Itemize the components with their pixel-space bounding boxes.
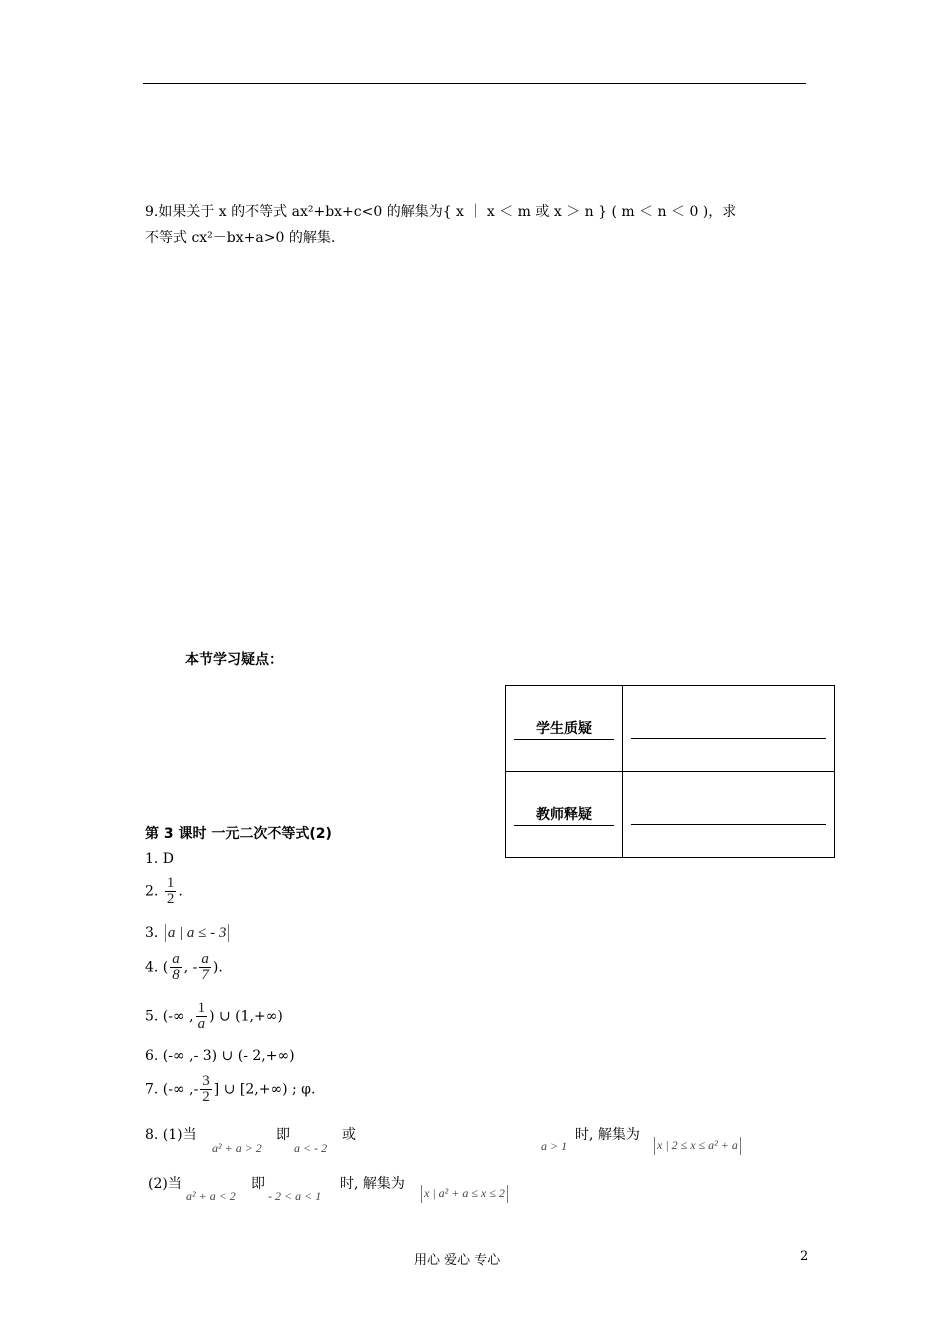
answer-8-set [652, 1137, 743, 1155]
denominator: 7 [201, 967, 209, 983]
student-question-label: 学生质疑 [514, 718, 614, 740]
answer-3-prefix: 3. [145, 925, 159, 941]
qa-row-teacher [506, 772, 835, 858]
answer-2 [145, 876, 183, 907]
answer-8-condition-1: a² + a > 2 [212, 1141, 262, 1155]
numerator: 1 [197, 1000, 206, 1016]
numerator: a [201, 951, 209, 967]
answer-5 [145, 1001, 283, 1032]
denominator: a [197, 1016, 206, 1032]
footer-text: 用心 爱心 专心 [414, 1253, 501, 1268]
teacher-answer-label: 教师释疑 [514, 804, 614, 826]
denominator: 2 [166, 891, 175, 907]
answer-7-suffix: ] ∪ [2,+∞) ; φ. [213, 1081, 316, 1098]
answer-8b-condition-1: a² + a < 2 [186, 1189, 236, 1203]
qa-table [505, 685, 835, 858]
header-rule [143, 83, 806, 84]
fraction [199, 952, 211, 983]
answer-8b-set-expr: x | a² + a ≤ x ≤ 2 [424, 1185, 505, 1200]
page-number: 2 [800, 1249, 809, 1264]
answer-3 [145, 923, 231, 943]
answer-4-suffix: ). [212, 959, 223, 976]
answer-5-suffix: ) ∪ (1,+∞) [209, 1008, 283, 1025]
lesson-title: 第 3 课时 一元二次不等式(2) [145, 826, 332, 842]
brace-close [740, 1137, 741, 1155]
numerator: 1 [166, 875, 175, 891]
answer-8b-shi: 时, 解集为 [340, 1176, 405, 1192]
answer-7 [145, 1074, 315, 1105]
teacher-answer-label-cell [506, 772, 623, 858]
doubts-heading: 本节学习疑点： [185, 652, 283, 668]
numerator: 3 [202, 1073, 210, 1089]
answer-8-condition-2: a < - 2 [294, 1141, 328, 1155]
answer-8b-set [419, 1185, 510, 1203]
answer-3-expr: a | a ≤ - 3 [167, 925, 227, 941]
answer-8-or: 或 [342, 1127, 356, 1143]
student-question-label-cell [506, 686, 623, 772]
problem-9-line-1: 9.如果关于 x 的不等式 ax²+bx+c<0 的解集为{ x ｜ x ＜ m 或 x ＞ n } ( m ＜ n ＜ 0 )，求 [145, 204, 737, 220]
answer-7-prefix: 7. (-∞ ,- [145, 1081, 199, 1098]
answer-4 [145, 952, 223, 983]
answer-1: 1. D [145, 851, 175, 867]
answer-6: 6. (-∞ ,- 3) ∪ (- 2,+∞) [145, 1048, 295, 1064]
answer-line [631, 738, 826, 739]
answer-8-label: 8. (1)当 [145, 1127, 197, 1143]
denominator: 2 [202, 1089, 210, 1105]
problem-9-line-2: 不等式 cx²－bx+a>0 的解集. [145, 230, 336, 246]
answer-8b-condition-2: - 2 < a < 1 [268, 1189, 322, 1203]
answer-8-ji: 即 [276, 1127, 290, 1143]
answer-8b-label: (2)当 [148, 1176, 182, 1192]
answer-4-mid: , - [183, 959, 198, 976]
teacher-answer-field[interactable] [623, 772, 835, 858]
fraction [200, 1074, 212, 1105]
answer-5-prefix: 5. (-∞ , [145, 1008, 194, 1025]
answer-8b-ji: 即 [251, 1176, 265, 1192]
fraction [165, 876, 177, 907]
brace-close [507, 1185, 508, 1203]
denominator: 8 [172, 967, 180, 983]
answer-8-shi: 时, 解集为 [575, 1127, 640, 1143]
answer-8-set-expr: x | 2 ≤ x ≤ a² + a [657, 1137, 738, 1152]
student-question-answer-field[interactable] [623, 686, 835, 772]
brace-close [228, 924, 229, 942]
qa-row-student [506, 686, 835, 772]
answer-2-prefix: 2. [145, 883, 159, 900]
answer-2-suffix: . [178, 883, 183, 900]
brace-open [421, 1185, 422, 1203]
answer-line [631, 824, 826, 825]
brace-open [654, 1137, 655, 1155]
fraction [170, 952, 182, 983]
answer-4-prefix: 4. ( [145, 959, 169, 976]
answer-8-condition-3: a > 1 [541, 1139, 568, 1153]
fraction [196, 1001, 208, 1032]
numerator: a [172, 951, 180, 967]
brace-open [165, 924, 166, 942]
